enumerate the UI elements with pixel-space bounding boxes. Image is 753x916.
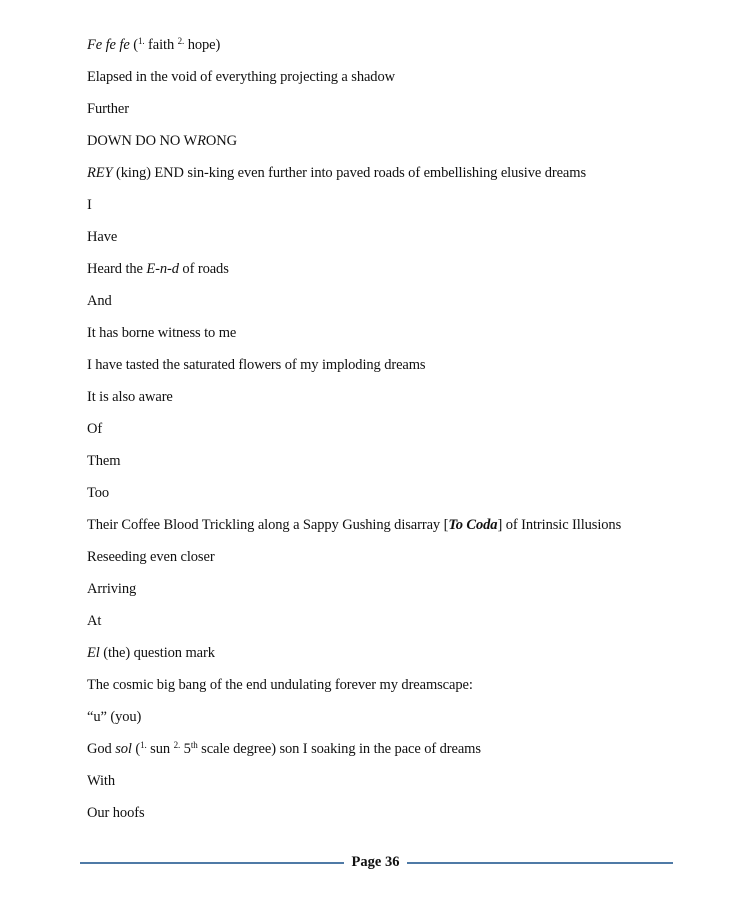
line-text: I have tasted the saturated flowers of my imploding dreams bbox=[87, 357, 426, 373]
line-text: of roads bbox=[178, 261, 229, 277]
line-text: Our hoofs bbox=[87, 805, 145, 821]
line-text: Elapsed in the void of everything projecting a shadow bbox=[87, 69, 395, 85]
line-text: Reseeding even closer bbox=[87, 549, 215, 565]
poem-body bbox=[87, 36, 707, 836]
line-text: scale degree) son I soaking in the pace of dreams bbox=[197, 741, 481, 757]
poem-line bbox=[87, 676, 707, 708]
line-text: Of bbox=[87, 421, 103, 437]
line-text: Have bbox=[87, 229, 118, 245]
footer-rule-left bbox=[80, 862, 344, 864]
poem-line bbox=[87, 228, 707, 260]
page-footer bbox=[80, 853, 673, 873]
poem-line bbox=[87, 708, 707, 740]
line-text: God bbox=[87, 741, 116, 757]
line-text: To Coda bbox=[448, 517, 498, 533]
poem-line bbox=[87, 644, 707, 676]
line-text: hope) bbox=[184, 37, 221, 53]
poem-line bbox=[87, 260, 707, 292]
line-text: Heard the bbox=[87, 261, 147, 277]
poem-line bbox=[87, 292, 707, 324]
line-text: ONG bbox=[205, 133, 237, 149]
line-text: At bbox=[87, 613, 102, 629]
line-text: Them bbox=[87, 453, 121, 469]
superscript: 2. bbox=[177, 36, 185, 46]
line-text: faith bbox=[144, 37, 178, 53]
line-text: E-n-d bbox=[146, 261, 179, 277]
poem-line bbox=[87, 452, 707, 484]
line-text: The cosmic big bang of the end undulating forever my dreamscape: bbox=[87, 677, 473, 693]
line-text: Too bbox=[87, 485, 110, 501]
poem-line bbox=[87, 484, 707, 516]
poem-line bbox=[87, 740, 707, 772]
poem-line bbox=[87, 196, 707, 228]
superscript: 1. bbox=[137, 36, 145, 46]
poem-line bbox=[87, 772, 707, 804]
line-text: 5 bbox=[180, 741, 191, 757]
line-text: And bbox=[87, 293, 112, 309]
line-text: (the) question mark bbox=[99, 645, 215, 661]
line-text: “u” (you) bbox=[87, 709, 142, 725]
footer-rule-right bbox=[407, 862, 673, 864]
line-text: ( bbox=[129, 37, 138, 53]
poem-line bbox=[87, 100, 707, 132]
line-text: Further bbox=[87, 101, 129, 117]
poem-line bbox=[87, 356, 707, 388]
line-text: sol bbox=[115, 741, 132, 757]
poem-line bbox=[87, 580, 707, 612]
line-text: It has borne witness to me bbox=[87, 325, 237, 341]
line-text: ] of Intrinsic Illusions bbox=[497, 517, 622, 533]
line-text: (king) END sin-king even further into paved roads of embellishing elusive dreams bbox=[112, 165, 586, 181]
line-text: REY bbox=[87, 165, 113, 181]
superscript: 1. bbox=[140, 740, 147, 750]
poem-line bbox=[87, 388, 707, 420]
line-text: R bbox=[197, 133, 206, 149]
line-text: I bbox=[87, 197, 92, 213]
poem-line bbox=[87, 36, 707, 68]
poem-line bbox=[87, 548, 707, 580]
line-text: With bbox=[87, 773, 116, 789]
page-number: Page 36 bbox=[351, 854, 400, 870]
superscript: 2. bbox=[173, 740, 181, 750]
superscript: th bbox=[190, 740, 198, 750]
poem-line bbox=[87, 68, 707, 100]
poem-line bbox=[87, 516, 707, 548]
poem-line bbox=[87, 324, 707, 356]
line-text: DOWN DO NO W bbox=[87, 133, 198, 149]
line-text: El bbox=[87, 645, 100, 661]
line-text: Arriving bbox=[87, 581, 137, 597]
poem-line bbox=[87, 164, 707, 196]
poem-line bbox=[87, 804, 707, 836]
line-text: It is also aware bbox=[87, 389, 173, 405]
line-text: ( bbox=[131, 741, 141, 757]
line-text: Their Coffee Blood Trickling along a Sappy Gushing disarray [ bbox=[87, 517, 449, 533]
line-text: sun bbox=[146, 741, 174, 757]
poem-line bbox=[87, 612, 707, 644]
poem-line bbox=[87, 132, 707, 164]
poem-line bbox=[87, 420, 707, 452]
line-text: Fe fe fe bbox=[87, 37, 130, 53]
